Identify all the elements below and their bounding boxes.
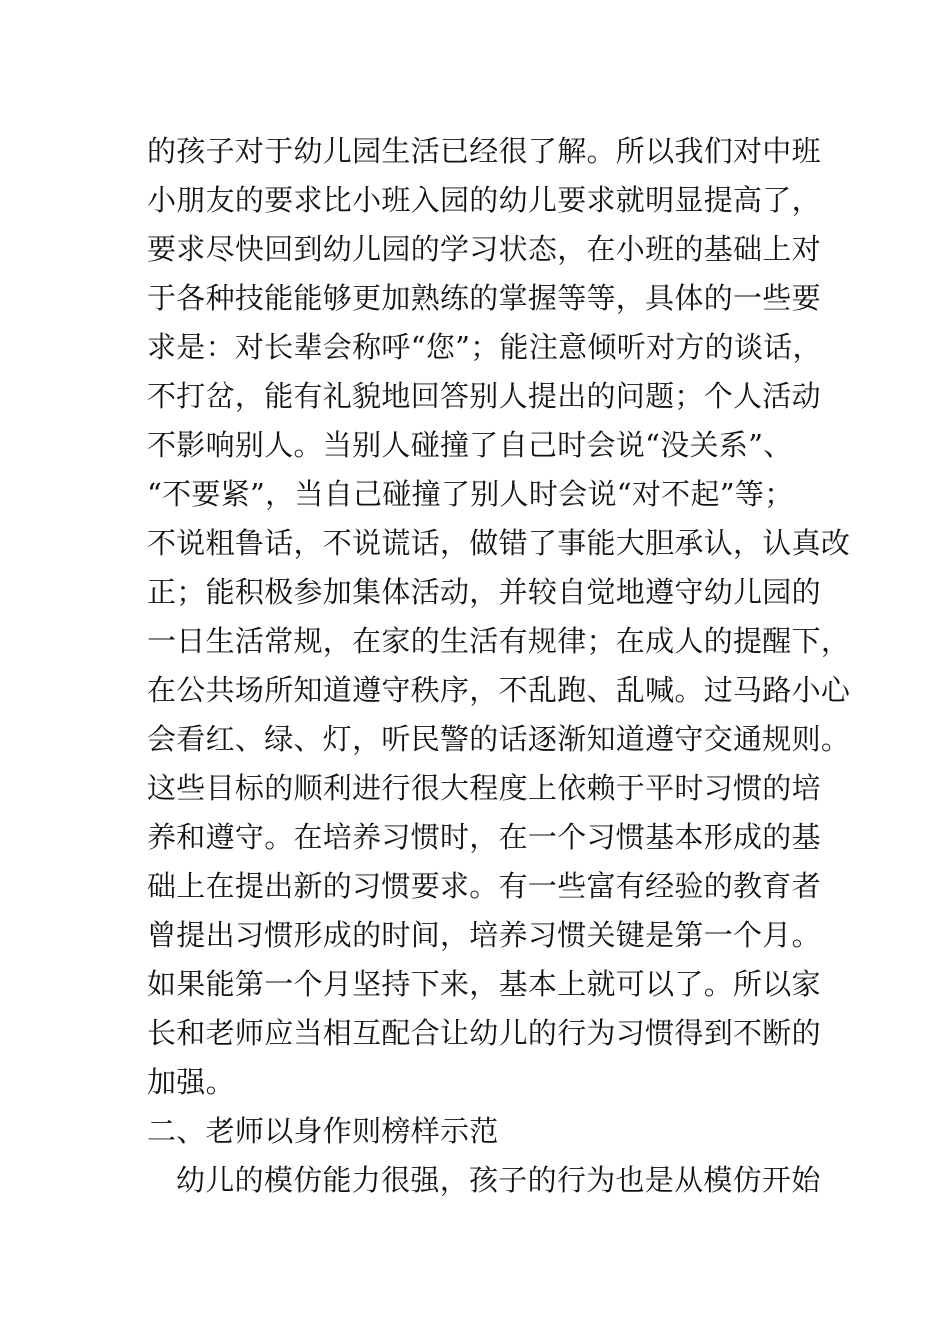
- body-text-line: 于各种技能能够更加熟练的掌握等等，具体的一些要: [147, 281, 821, 315]
- body-text-line: 不打岔，能有礼貌地回答别人提出的问题；个人活动: [147, 379, 821, 413]
- section-heading: 二、老师以身作则榜样示范: [147, 1114, 499, 1148]
- document-body: [147, 127, 851, 1205]
- body-text-line: 正；能积极参加集体活动，并较自觉地遵守幼儿园的: [147, 575, 821, 609]
- body-text-line: 的孩子对于幼儿园生活已经很了解。所以我们对中班: [147, 134, 821, 168]
- body-text-line: 养和遵守。在培养习惯时，在一个习惯基本形成的基: [147, 820, 821, 854]
- body-text-line: 小朋友的要求比小班入园的幼儿要求就明显提高了，: [147, 183, 821, 217]
- body-text-line: 在公共场所知道遵守秩序，不乱跑、乱喊。过马路小心: [147, 673, 851, 707]
- body-text-line: 会看红、绿、灯，听民警的话逐渐知道遵守交通规则。: [147, 722, 851, 756]
- body-text-line: 长和老师应当相互配合让幼儿的行为习惯得到不断的: [147, 1016, 821, 1050]
- body-text-line: 不说粗鲁话，不说谎话，做错了事能大胆承认，认真改: [147, 526, 851, 560]
- body-text-line: 曾提出习惯形成的时间，培养习惯关键是第一个月。: [147, 918, 821, 952]
- body-text-line: “不要紧”，当自己碰撞了别人时会说“对不起”等；: [147, 477, 794, 511]
- body-text-line: 这些目标的顺利进行很大程度上依赖于平时习惯的培: [147, 771, 821, 805]
- body-text-line: 要求尽快回到幼儿园的学习状态，在小班的基础上对: [147, 232, 821, 266]
- body-text-line: 求是：对长辈会称呼“您”；能注意倾听对方的谈话，: [147, 330, 822, 364]
- body-text-line: 加强。: [147, 1065, 235, 1099]
- body-text-line: 如果能第一个月坚持下来，基本上就可以了。所以家: [147, 967, 821, 1001]
- paragraph-first-line: 幼儿的模仿能力很强，孩子的行为也是从模仿开始: [176, 1163, 821, 1197]
- body-text-line: 础上在提出新的习惯要求。有一些富有经验的教育者: [147, 869, 821, 903]
- body-text-line: 一日生活常规，在家的生活有规律；在成人的提醒下，: [147, 624, 851, 658]
- body-text-line: 不影响别人。当别人碰撞了自己时会说“没关系”、: [147, 428, 793, 462]
